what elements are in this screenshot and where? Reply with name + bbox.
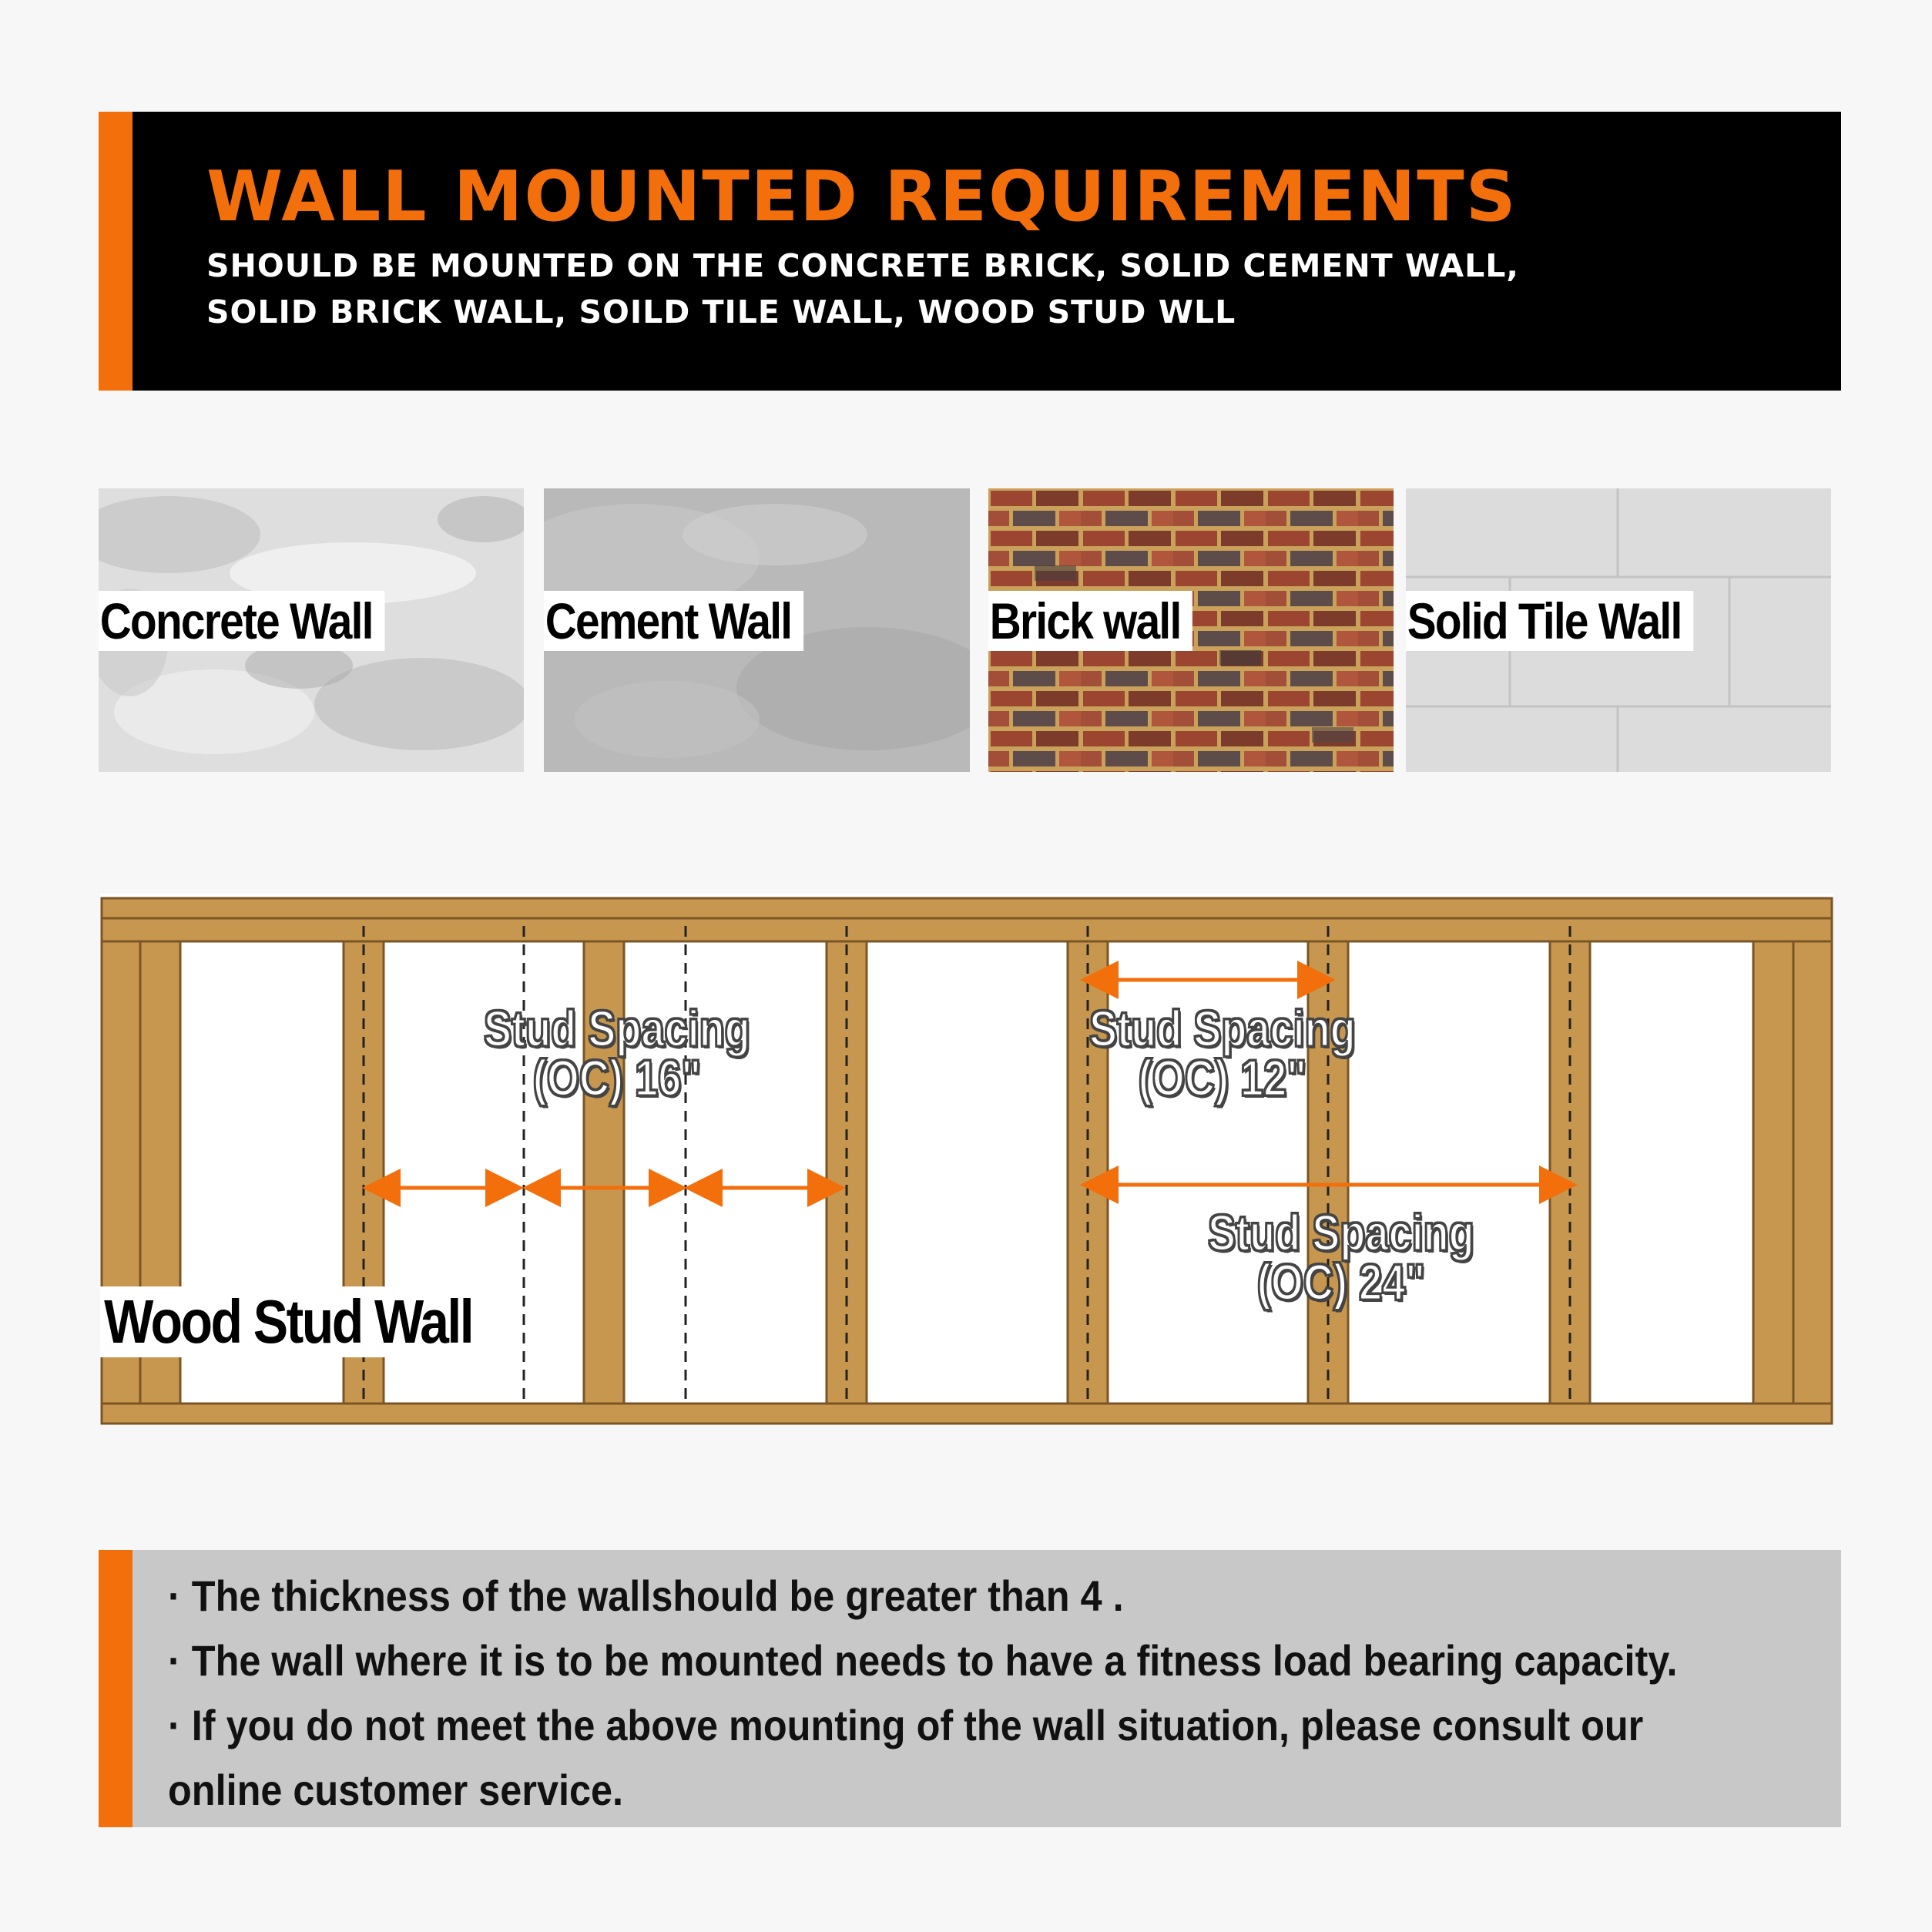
- brick-wall-tile: [988, 488, 1394, 772]
- stud-right-inner: [1753, 941, 1793, 1404]
- header-banner: [99, 112, 1841, 391]
- stud-spacing-12-label: [1088, 1000, 1356, 1106]
- stud-spacing-16-line2: (OC) 16": [532, 1049, 701, 1106]
- page-subtitle: [206, 243, 1519, 335]
- stud-spacing-24-line1: Stud Spacing: [1207, 1204, 1474, 1261]
- notes-box: [99, 1550, 1841, 1827]
- stud-spacing-16-label: [483, 1000, 750, 1106]
- concrete-wall-tile: [99, 488, 524, 772]
- concrete-wall-label: Concrete Wall: [99, 591, 384, 651]
- top-plate-lower: [102, 918, 1832, 941]
- cement-wall-label: Cement Wall: [544, 591, 803, 651]
- subtitle-line-2: SOLID BRICK WALL, SOILD TILE WALL, WOOD STUD WLL: [206, 293, 1236, 330]
- stud-spacing-16-line1: Stud Spacing: [483, 1000, 750, 1057]
- header-accent-bar: [99, 112, 132, 391]
- tile-wall-label: Solid Tile Wall: [1406, 591, 1693, 651]
- stud-spacing-24-line2: (OC) 24": [1256, 1253, 1425, 1310]
- stud-spacing-24-label: [1207, 1204, 1474, 1310]
- page-title: WALL MOUNTED REQUIREMENTS: [206, 156, 1518, 237]
- note-item: online customer service.: [168, 1766, 624, 1814]
- stud-spacing-12-line1: Stud Spacing: [1088, 1000, 1356, 1057]
- cement-wall-tile: [544, 488, 970, 772]
- note-item: · The thickness of the wallshould be greater than 4 .: [168, 1571, 1124, 1620]
- notes-accent-bar: [99, 1550, 132, 1827]
- tile-wall-tile: [1406, 488, 1831, 772]
- notes-list: [168, 1564, 1763, 1823]
- stud-spacing-12-line2: (OC) 12": [1138, 1049, 1306, 1106]
- bottom-plate: [102, 1404, 1832, 1424]
- top-plate-upper: [102, 898, 1832, 918]
- note-item: · The wall where it is to be mounted needs to have a fitness load bearing capacity.: [168, 1636, 1678, 1685]
- wood-stud-wall-label: Wood Stud Wall: [100, 1286, 485, 1357]
- note-item: · If you do not meet the above mounting of the wall situation, please consult our: [168, 1701, 1644, 1749]
- subtitle-line-1: SHOULD BE MOUNTED ON THE CONCRETE BRICK, SOLID CEMENT WALL,: [206, 247, 1519, 284]
- brick-wall-label: Brick wall: [988, 591, 1192, 651]
- stud-right-outer: [1793, 941, 1832, 1404]
